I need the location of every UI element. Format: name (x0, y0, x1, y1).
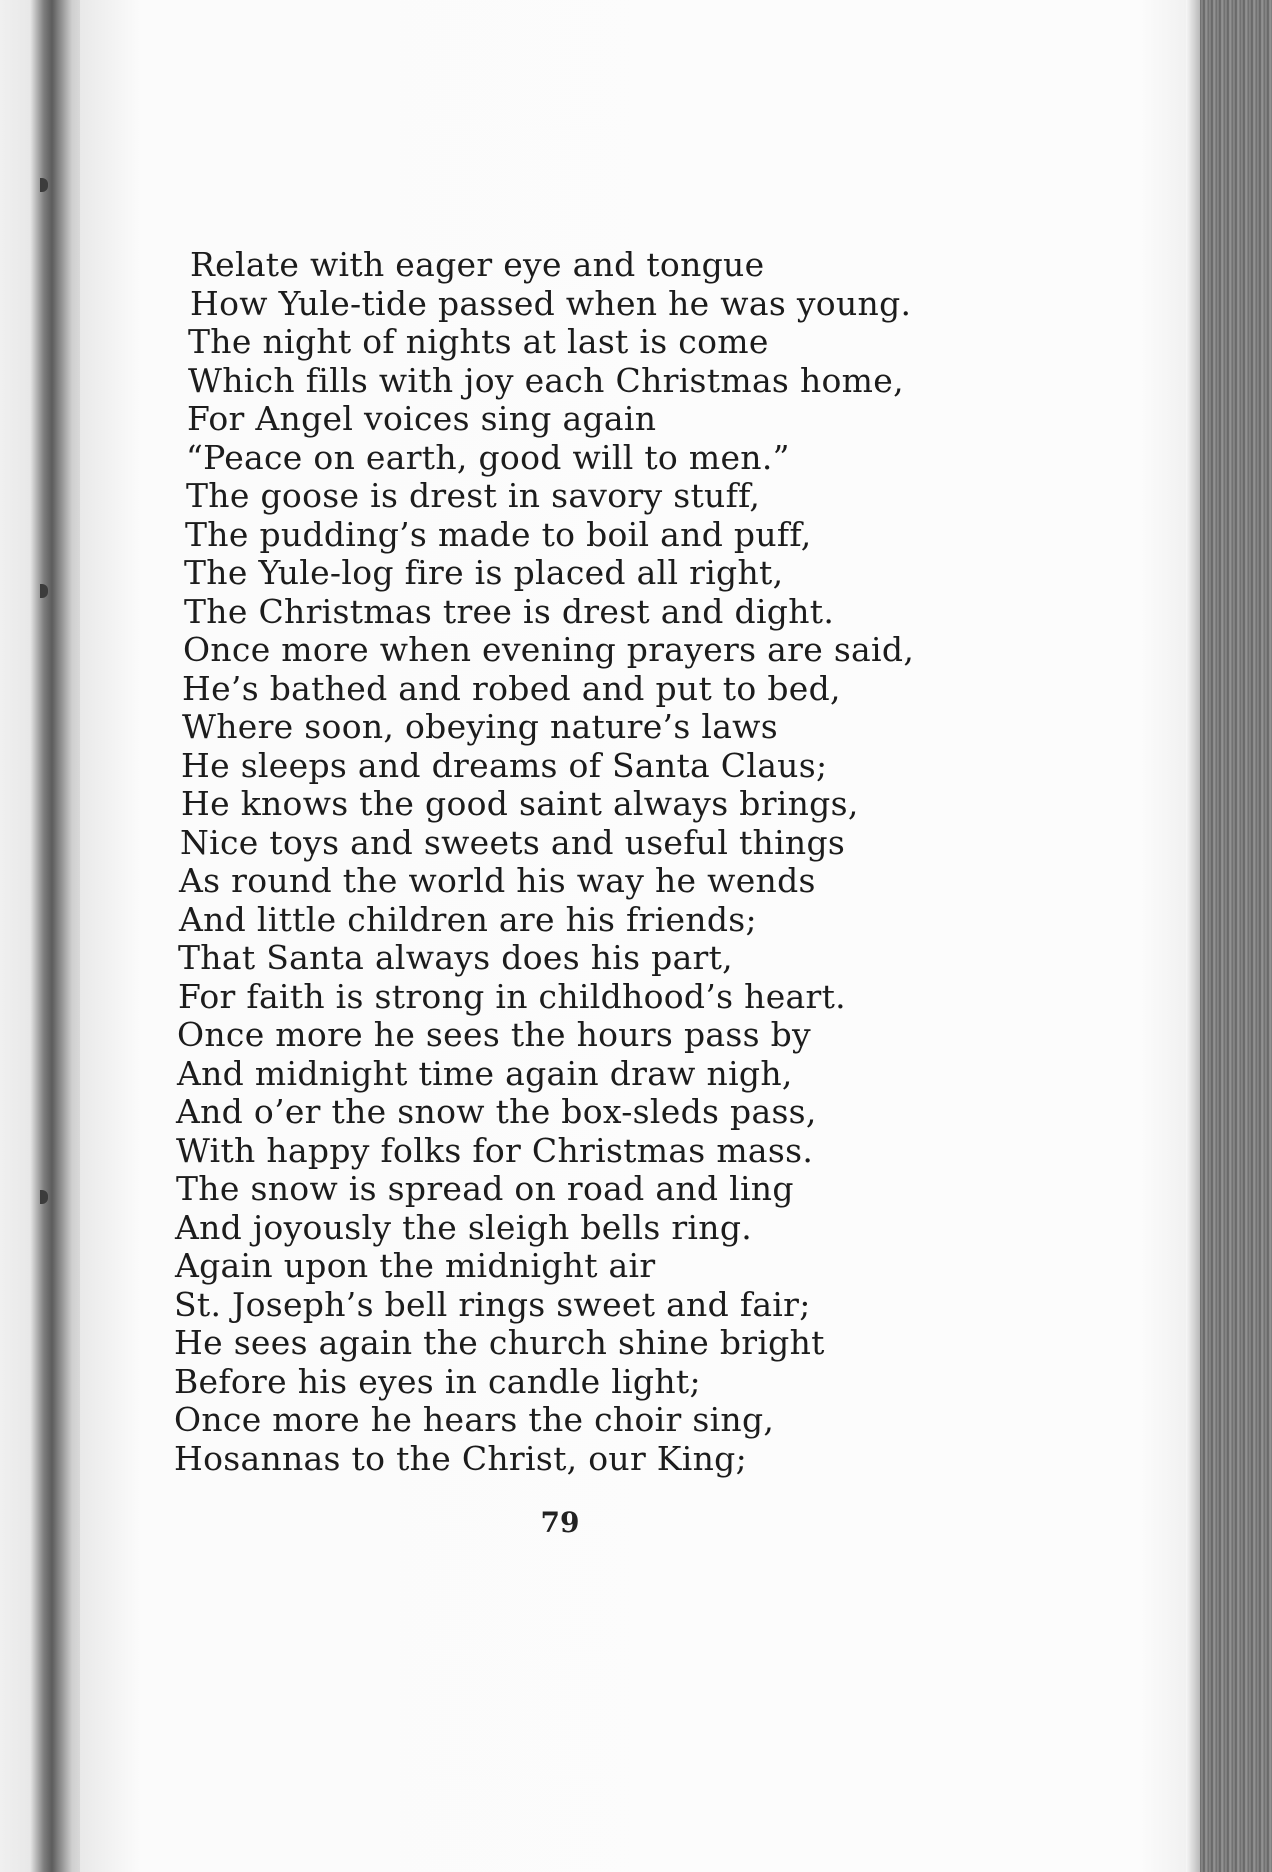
poem-line: That Santa always does his part, (178, 938, 733, 977)
poem-line: The goose is drest in savory stuff, (186, 476, 761, 515)
poem-line: And little children are his friends; (179, 899, 757, 939)
poem-line: He’s bathed and robed and put to bed, (182, 668, 841, 708)
poem-line: Relate with eager eye and tongue (190, 245, 765, 284)
poem-line: Hosannas to the Christ, our King; (174, 1438, 748, 1478)
poem-line: The night of nights at last is come (188, 322, 769, 361)
poem-line: He knows the good saint always brings, (181, 784, 859, 823)
page-number: 79 (540, 1506, 580, 1539)
poem-line: Nice toys and sweets and useful things (180, 822, 846, 862)
poem-line: And midnight time again draw nigh, (177, 1053, 793, 1093)
poem-line: For faith is strong in childhood’s heart. (178, 976, 846, 1016)
poem-line: The snow is spread on road and ling (176, 1169, 794, 1208)
poem-line: And o’er the snow the box-sleds pass, (176, 1092, 817, 1131)
page-edges (1200, 0, 1272, 1872)
poem-line: Which fills with joy each Christmas home, (188, 360, 904, 400)
poem-line: Once more he hears the choir sing, (174, 1400, 775, 1439)
poem-line: With happy folks for Christmas mass. (176, 1130, 814, 1170)
poem-line: He sees again the church shine bright (174, 1323, 825, 1362)
poem-line: Before his eyes in candle light; (174, 1361, 701, 1401)
poem-line: And joyously the sleigh bells ring. (175, 1207, 753, 1247)
poem-line: Again upon the midnight air (175, 1246, 656, 1285)
poem-line: For Angel voices sing again (187, 399, 657, 438)
poem-line: Once more when evening prayers are said, (183, 630, 915, 669)
poem-text (174, 246, 1074, 1478)
poem-line: As round the world his way he wends (179, 861, 816, 900)
poem-line: St. Joseph’s bell rings sweet and fair; (174, 1284, 811, 1324)
poem-line: The Christmas tree is drest and dight. (184, 591, 835, 631)
book-binding (0, 0, 90, 1872)
poem-line: The Yule-log fire is placed all right, (184, 553, 784, 592)
poem-line: Once more he sees the hours pass by (177, 1015, 811, 1054)
poem-line: How Yule-tide passed when he was young. (190, 283, 912, 323)
poem-line: The pudding’s made to boil and puff, (185, 514, 812, 554)
poem-line: “Peace on earth, good will to men.” (186, 437, 790, 477)
poem-line: Where soon, obeying nature’s laws (182, 707, 778, 746)
poem-line: He sleeps and dreams of Santa Claus; (181, 745, 828, 785)
